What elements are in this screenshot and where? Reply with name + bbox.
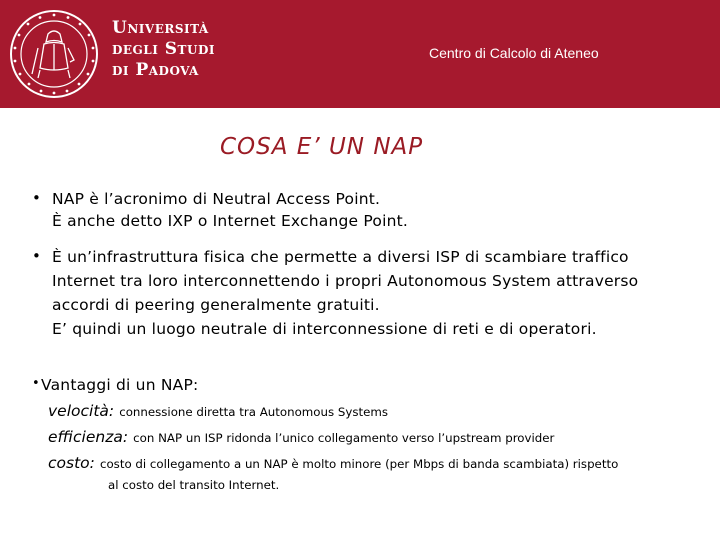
logo-line-1: Università (112, 18, 209, 38)
advantage-item (48, 427, 554, 446)
university-seal-icon (8, 8, 100, 100)
advantage-desc: connessione diretta tra Autonomous Systems (119, 405, 389, 419)
advantage-desc: costo di collegamento a un NAP è molto minore (per Mbps di banda scambiata) rispetto (99, 457, 619, 471)
logo-line-2: degli Studi (112, 39, 215, 59)
bullet-marker: • (32, 189, 41, 207)
department-name: Centro di Calcolo di Ateneo (429, 45, 599, 61)
slide-title: COSA E’ UN NAP (220, 134, 424, 160)
bullet-line: Internet tra loro interconnettendo i propri Autonomous System attraverso (52, 272, 639, 290)
advantage-item (48, 401, 388, 420)
bullet-marker: • (32, 247, 41, 265)
bullet-line: NAP è l’acronimo di Neutral Access Point. (52, 190, 381, 208)
advantage-item (48, 453, 618, 472)
bullet-line: accordi di peering generalmente gratuiti. (52, 296, 380, 314)
advantage-desc-continued: al costo del transito Internet. (108, 478, 280, 492)
university-logo-text (112, 18, 215, 81)
bullet-marker: • (32, 376, 40, 391)
bullet-text (52, 188, 408, 232)
bullet-line: È un’infrastruttura fisica che permette a diversi ISP di scambiare traffico (52, 248, 629, 266)
bullet-text (52, 245, 638, 341)
bullet-line: È anche detto IXP o Internet Exchange Point. (52, 212, 409, 230)
advantage-term: velocità: (48, 402, 115, 420)
header-background (0, 0, 720, 108)
bullet-line: E’ quindi un luogo neutrale di interconnessione di reti e di operatori. (52, 320, 597, 338)
advantages-heading: Vantaggi di un NAP: (41, 376, 199, 394)
header-banner (0, 0, 720, 108)
advantage-desc: con NAP un ISP ridonda l’unico collegamento verso l’upstream provider (133, 431, 555, 445)
logo-line-3: di Padova (112, 60, 199, 80)
advantage-term: costo: (48, 454, 95, 472)
advantage-term: efficienza: (48, 428, 129, 446)
